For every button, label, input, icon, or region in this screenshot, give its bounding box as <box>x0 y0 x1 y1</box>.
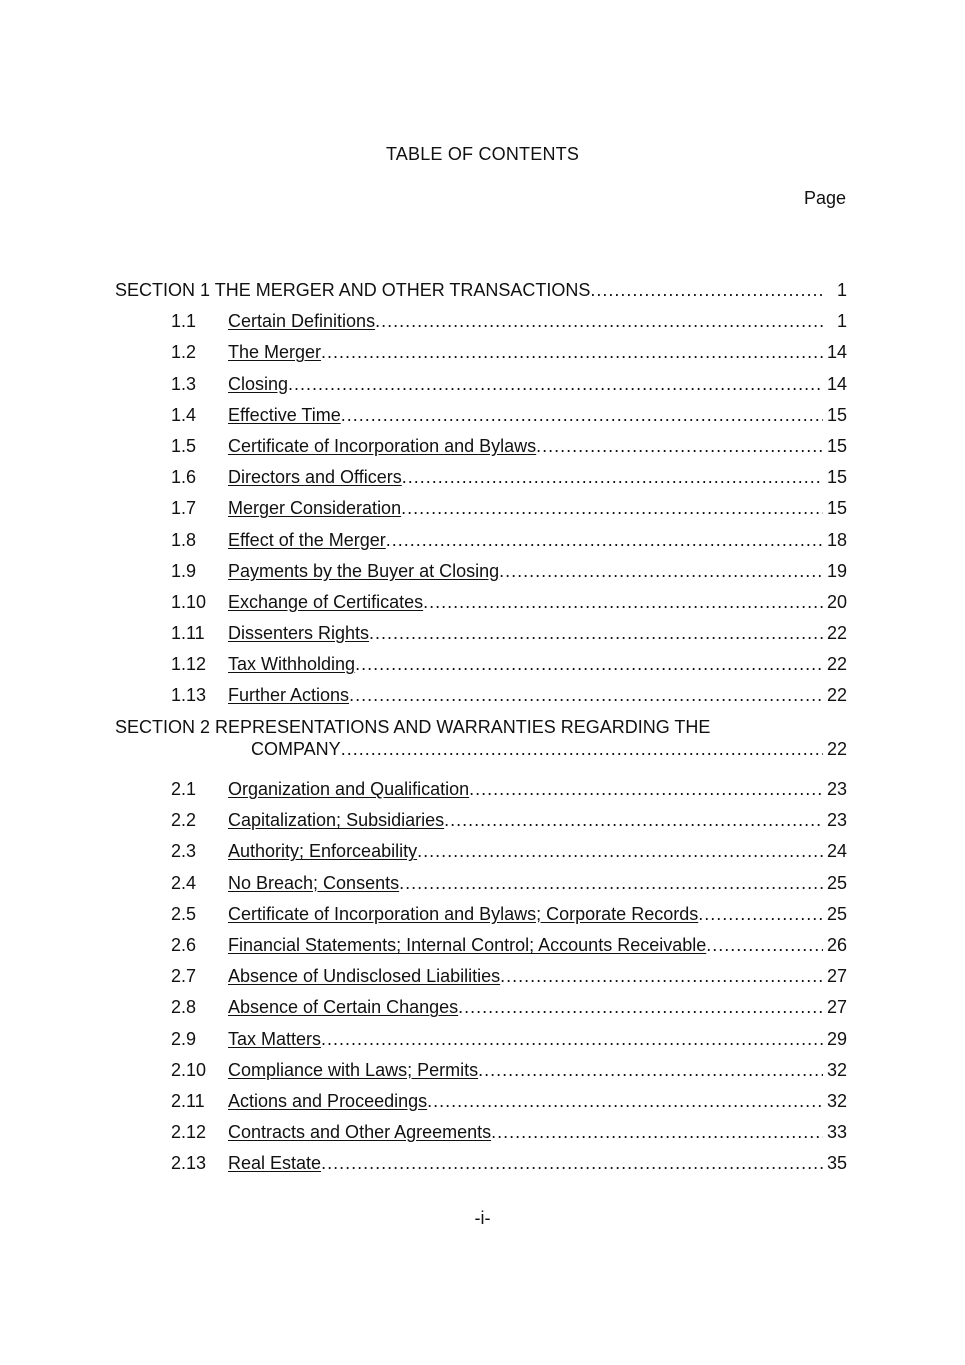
page-number: 14 <box>823 370 847 398</box>
toc-entry[interactable] <box>0 775 965 806</box>
toc-entry[interactable] <box>0 307 965 338</box>
dot-leader <box>499 557 847 585</box>
page-number: 23 <box>823 806 847 834</box>
toc-entry[interactable] <box>0 900 965 931</box>
entry-title-link[interactable]: Compliance with Laws; Permits <box>228 1059 479 1080</box>
entry-number: 1.9 <box>171 560 197 581</box>
page-number: 32 <box>823 1087 847 1115</box>
page-number: 25 <box>823 869 847 897</box>
entry-title-link[interactable]: Certificate of Incorporation and Bylaws <box>228 435 537 456</box>
entry-number: 2.1 <box>171 779 197 800</box>
section-2-heading[interactable] <box>0 713 965 775</box>
entry-number: 2.9 <box>171 1028 197 1049</box>
entry-number: 1.12 <box>171 654 207 675</box>
section-1-heading[interactable] <box>0 276 965 307</box>
toc-entry[interactable] <box>0 370 965 401</box>
page-number: 15 <box>823 401 847 429</box>
toc-entry[interactable] <box>0 619 965 650</box>
page-number: 27 <box>823 962 847 990</box>
entry-number: 2.13 <box>171 1153 207 1174</box>
entry-number: 2.7 <box>171 966 197 987</box>
toc-entry[interactable] <box>0 931 965 962</box>
toc-entry[interactable] <box>0 1025 965 1056</box>
page-number: 24 <box>823 837 847 865</box>
dot-leader <box>386 526 847 554</box>
entry-title-link[interactable]: Closing <box>228 373 289 394</box>
page-number: 15 <box>823 463 847 491</box>
entry-number: 1.3 <box>171 373 197 394</box>
entry-title-link[interactable]: Absence of Undisclosed Liabilities <box>228 966 501 987</box>
page-number: 26 <box>823 931 847 959</box>
entry-title-link[interactable]: Real Estate <box>228 1153 322 1174</box>
entry-number: 1.5 <box>171 435 197 456</box>
section-label-line-2: COMPANY <box>251 738 341 759</box>
entry-number: 2.4 <box>171 872 197 893</box>
toc-entries <box>0 276 965 1180</box>
section-label: SECTION 1 THE MERGER AND OTHER TRANSACTIONS <box>115 280 591 300</box>
toc-entry[interactable] <box>0 806 965 837</box>
toc-entry[interactable] <box>0 650 965 681</box>
entry-title-link[interactable]: Exchange of Certificates <box>228 591 424 612</box>
entry-title-link[interactable]: Merger Consideration <box>228 498 402 519</box>
entry-number: 2.3 <box>171 841 197 862</box>
entry-number: 1.13 <box>171 685 207 706</box>
page-number: 29 <box>823 1025 847 1053</box>
page-number: 35 <box>823 1149 847 1177</box>
dot-leader <box>500 962 847 990</box>
dot-leader <box>401 494 847 522</box>
entry-number: 2.10 <box>171 1059 207 1080</box>
entry-title-link[interactable]: Certain Definitions <box>228 311 376 332</box>
dot-leader <box>288 370 847 398</box>
entry-title-link[interactable]: Certificate of Incorporation and Bylaws; Corporate Records <box>228 903 699 924</box>
toc-entry[interactable] <box>0 494 965 525</box>
entry-title-link[interactable]: Absence of Certain Changes <box>228 997 459 1018</box>
toc-title: TABLE OF CONTENTS <box>385 144 580 164</box>
dot-leader <box>423 588 847 616</box>
dot-leader <box>469 775 847 803</box>
page-number: 33 <box>823 1118 847 1146</box>
toc-entry[interactable] <box>0 432 965 463</box>
entry-title-link[interactable]: Tax Withholding <box>228 654 356 675</box>
page-number: 18 <box>823 526 847 554</box>
toc-entry[interactable] <box>0 869 965 900</box>
toc-entry[interactable] <box>0 1118 965 1149</box>
entry-number: 1.1 <box>171 311 197 332</box>
dot-leader <box>590 276 847 304</box>
entry-number: 1.2 <box>171 342 197 363</box>
entry-title-link[interactable]: Contracts and Other Agreements <box>228 1122 492 1143</box>
entry-number: 2.2 <box>171 810 197 831</box>
toc-entry[interactable] <box>0 338 965 369</box>
section-label-line-1: SECTION 2 REPRESENTATIONS AND WARRANTIES REGARDING THE <box>115 716 711 737</box>
page-number: 22 <box>823 735 847 763</box>
dot-leader <box>458 993 847 1021</box>
entry-title-link[interactable]: Effect of the Merger <box>228 529 386 550</box>
entry-number: 1.11 <box>171 623 205 644</box>
toc-entry[interactable] <box>0 837 965 868</box>
page-number: 22 <box>823 619 847 647</box>
entry-title-link[interactable]: Further Actions <box>228 685 350 706</box>
entry-number: 1.8 <box>171 529 197 550</box>
entry-number: 2.6 <box>171 934 197 955</box>
dot-leader <box>444 806 847 834</box>
page-number: 32 <box>823 1056 847 1084</box>
dot-leader <box>375 307 847 335</box>
dot-leader <box>417 837 847 865</box>
entry-title-link[interactable]: Payments by the Buyer at Closing <box>228 560 500 581</box>
toc-entry[interactable] <box>0 588 965 619</box>
dot-leader <box>427 1087 847 1115</box>
entry-title-link[interactable]: Actions and Proceedings <box>228 1090 428 1111</box>
entry-title-link[interactable]: No Breach; Consents <box>228 872 400 893</box>
page-number: 19 <box>823 557 847 585</box>
page-number: 22 <box>823 650 847 678</box>
entry-number: 1.10 <box>171 591 207 612</box>
entry-title-link[interactable]: Effective Time <box>228 404 341 425</box>
entry-number: 2.8 <box>171 997 197 1018</box>
entry-number: 2.11 <box>171 1090 205 1111</box>
dot-leader <box>341 735 847 763</box>
page-number: 25 <box>823 900 847 928</box>
dot-leader <box>478 1056 847 1084</box>
section-1-items <box>0 307 965 712</box>
toc-entry[interactable] <box>0 463 965 494</box>
page-number: 1 <box>823 307 847 335</box>
dot-leader <box>536 432 847 460</box>
page-number: 27 <box>823 993 847 1021</box>
toc-entry[interactable] <box>0 1056 965 1087</box>
page-number: 14 <box>823 338 847 366</box>
entry-number: 1.4 <box>171 404 197 425</box>
page-number: 15 <box>823 494 847 522</box>
entry-number: 2.5 <box>171 903 197 924</box>
page-column-label: Page <box>803 188 846 208</box>
entry-number: 2.12 <box>171 1122 207 1143</box>
page-footer-number: -i- <box>474 1208 491 1228</box>
dot-leader <box>321 338 847 366</box>
dot-leader <box>349 681 847 709</box>
page-number: 15 <box>823 432 847 460</box>
dot-leader <box>355 650 847 678</box>
entry-title-link[interactable]: Capitalization; Subsidiaries <box>228 810 445 831</box>
entry-title-link[interactable]: The Merger <box>228 342 322 363</box>
dot-leader <box>369 619 847 647</box>
toc-entry[interactable] <box>0 1087 965 1118</box>
entry-title-link[interactable]: Organization and Qualification <box>228 779 470 800</box>
dot-leader <box>402 463 847 491</box>
entry-title-link[interactable]: Dissenters Rights <box>228 623 370 644</box>
section-2-items <box>0 775 965 1180</box>
entry-title-link[interactable]: Authority; Enforceability <box>228 841 418 862</box>
toc-entry[interactable] <box>0 962 965 993</box>
entry-number: 1.6 <box>171 467 197 488</box>
toc-entry[interactable] <box>0 526 965 557</box>
entry-number: 1.7 <box>171 498 197 519</box>
entry-title-link[interactable]: Directors and Officers <box>228 467 402 488</box>
page-number: 22 <box>823 681 847 709</box>
page-number: 20 <box>823 588 847 616</box>
toc-entry[interactable] <box>0 557 965 588</box>
dot-leader <box>321 1149 847 1177</box>
toc-entry[interactable] <box>0 681 965 712</box>
dot-leader <box>341 401 847 429</box>
toc-entry[interactable] <box>0 993 965 1024</box>
toc-entry[interactable] <box>0 401 965 432</box>
entry-title-link[interactable]: Tax Matters <box>228 1028 322 1049</box>
dot-leader <box>399 869 847 897</box>
dot-leader <box>321 1025 847 1053</box>
entry-title-link[interactable]: Financial Statements; Internal Control; Accounts Receivable <box>228 934 707 955</box>
page-number: 1 <box>823 276 847 304</box>
toc-entry[interactable] <box>0 1149 965 1180</box>
page-number: 23 <box>823 775 847 803</box>
dot-leader <box>491 1118 847 1146</box>
